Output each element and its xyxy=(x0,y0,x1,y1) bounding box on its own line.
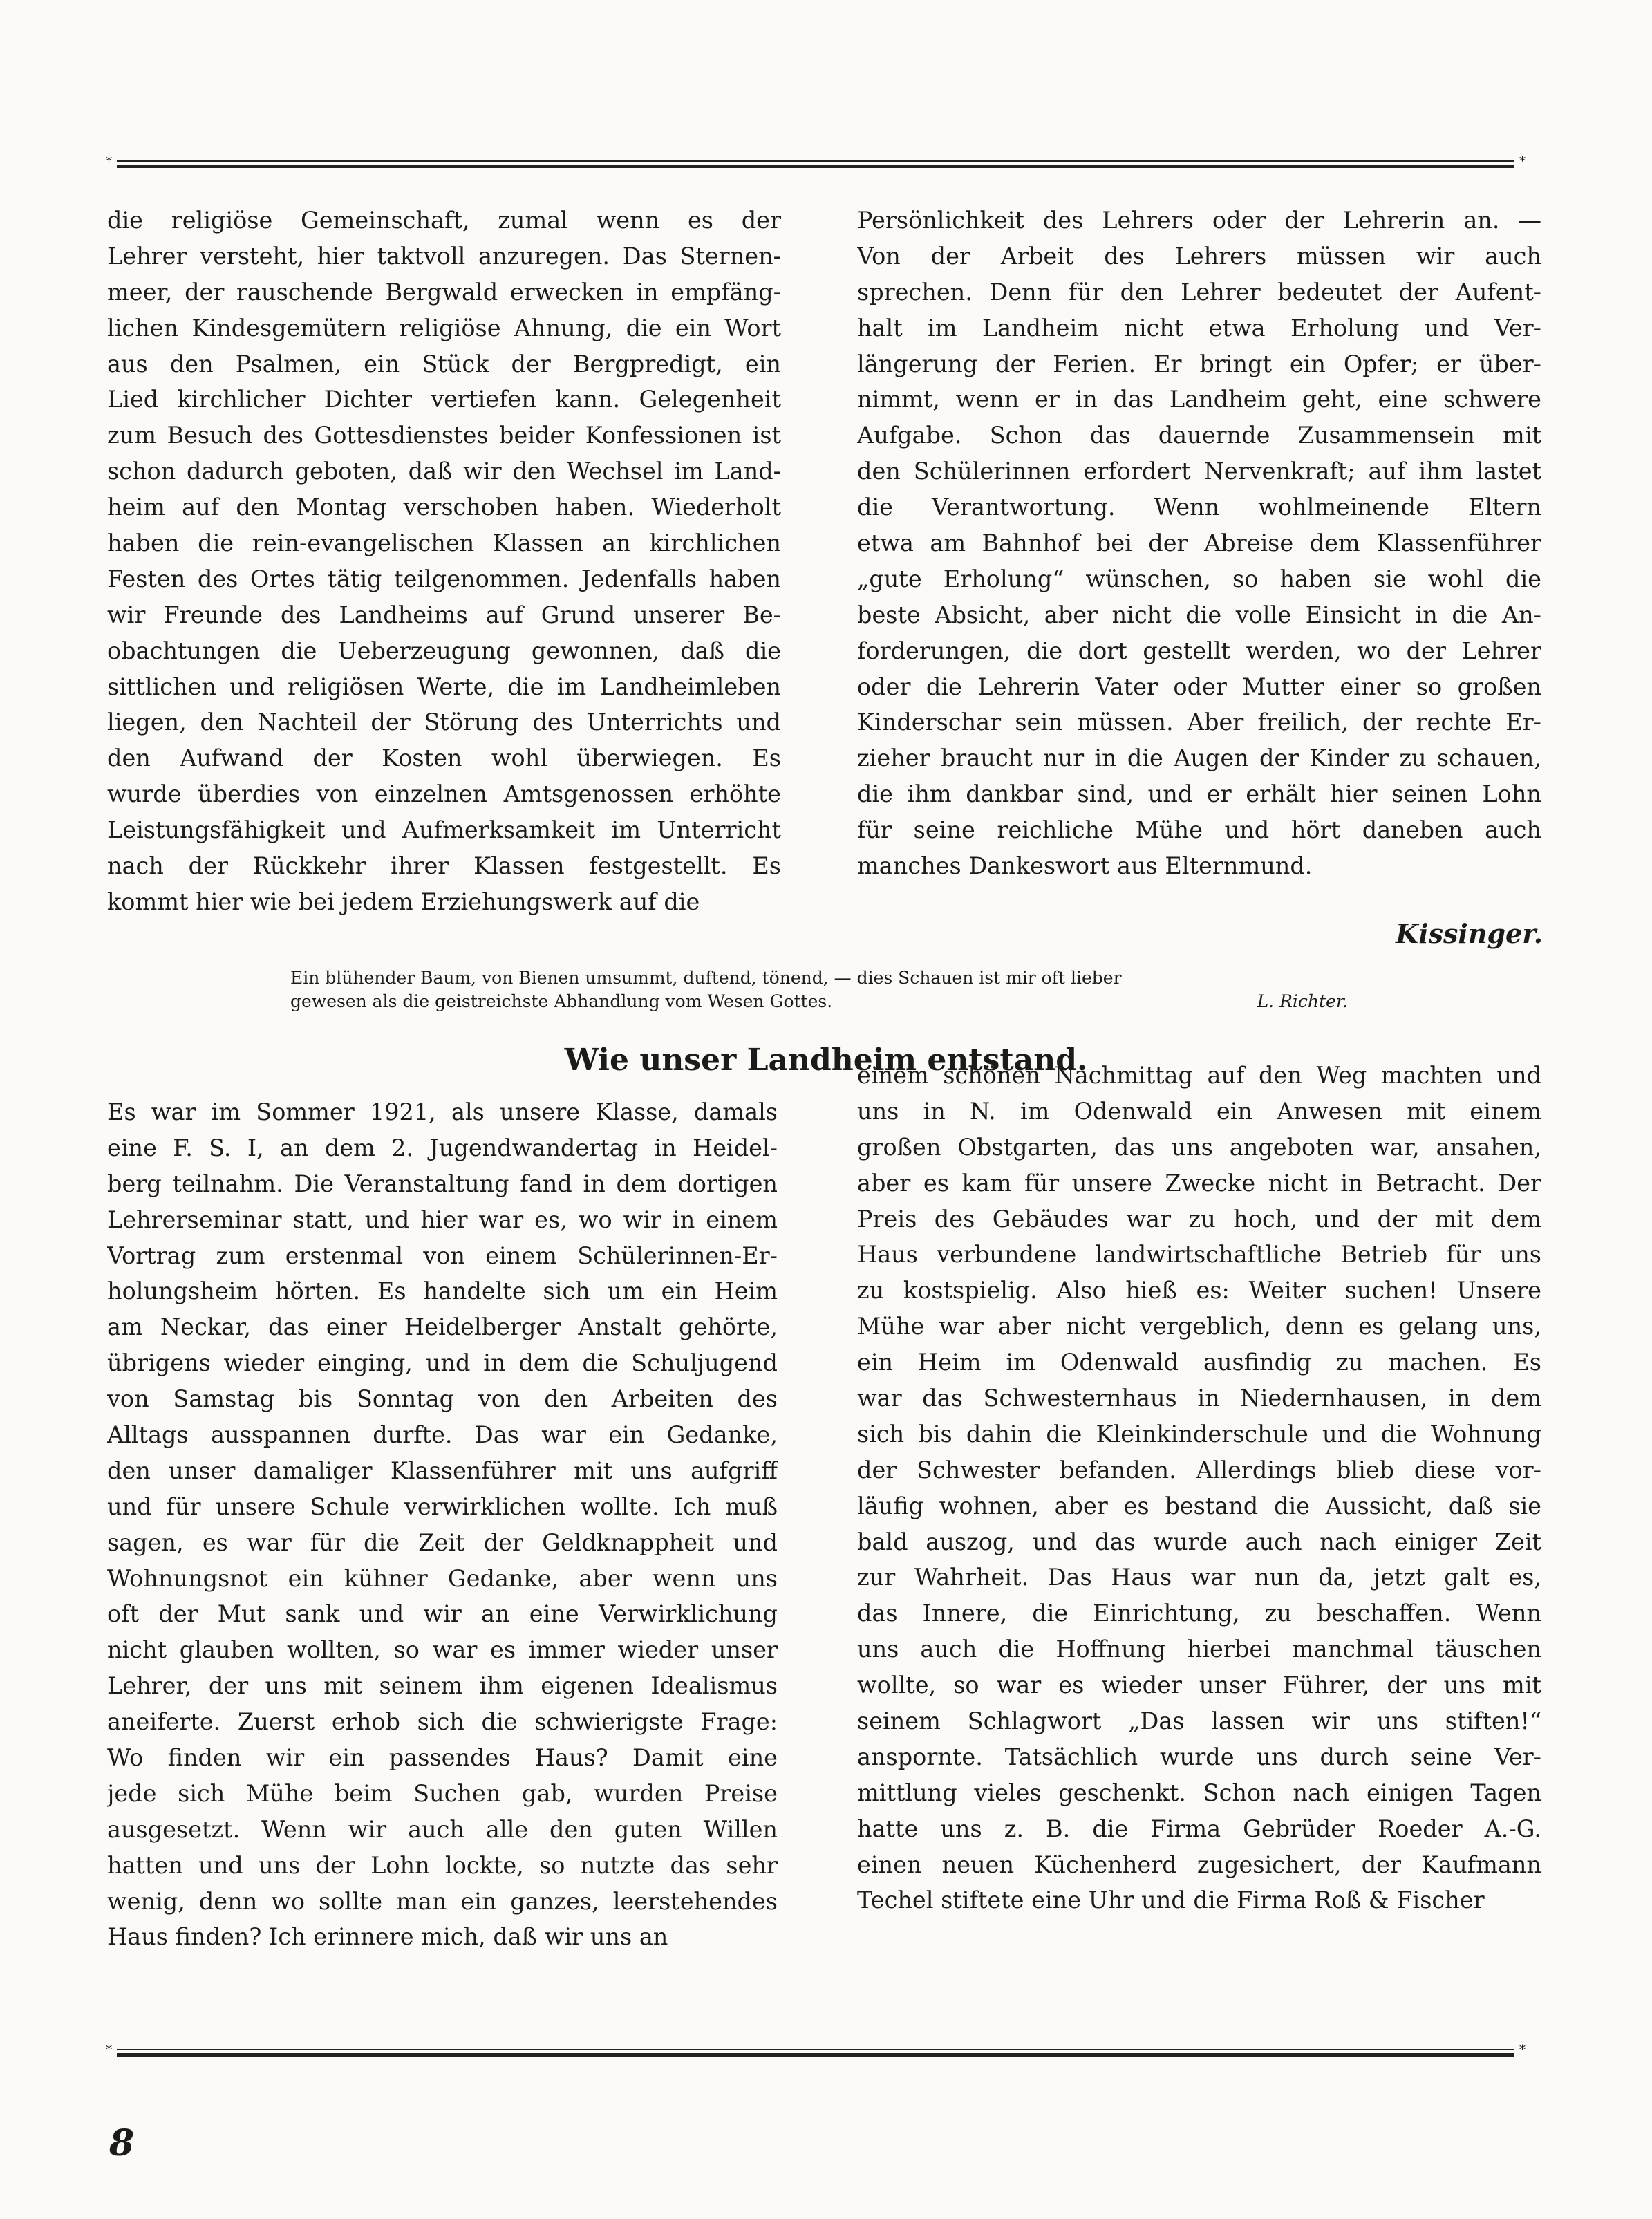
text-line: forderungen, die dort gestellt werden, wo der Lehrer xyxy=(857,637,1541,664)
ornament-star-icon: * xyxy=(106,2043,112,2057)
text-line: wir Freunde des Landheims auf Grund unserer Be- xyxy=(107,601,781,628)
text-line: eine F. S. I, an dem 2. Jugendwandertag in Heidel- xyxy=(107,1134,778,1161)
text-line: nimmt, wenn er in das Landheim geht, eine schwere xyxy=(857,386,1541,413)
text-line: läufig wohnen, aber es bestand die Aussicht, daß sie xyxy=(857,1492,1541,1519)
text-line: liegen, den Nachteil der Störung des Unterrichts und xyxy=(107,709,781,736)
text-line: zu kostspielig. Also hieß es: Weiter suchen! Unsere xyxy=(857,1277,1541,1304)
text-line: sprechen. Denn für den Lehrer bedeutet der Aufent- xyxy=(857,278,1541,306)
text-line: berg teilnahm. Die Veranstaltung fand in dem dortigen xyxy=(107,1170,778,1197)
text-line: den Schülerinnen erfordert Nervenkraft; auf ihm lastet xyxy=(857,458,1541,485)
text-line: Preis des Gebäudes war zu hoch, und der mit dem xyxy=(857,1205,1541,1233)
text-line: holungsheim hörten. Es handelte sich um ein Heim xyxy=(107,1277,778,1305)
text-line: Vortrag zum erstenmal von einem Schülerinnen-Er- xyxy=(107,1242,778,1269)
top-rule xyxy=(106,154,1526,169)
text-line: bald auszog, und das wurde auch nach einiger Zeit xyxy=(857,1528,1541,1555)
bottom-rule-thick-line xyxy=(117,2053,1514,2057)
text-line: ein Heim im Odenwald ausfindig zu machen. Es xyxy=(857,1349,1541,1376)
text-line: Haus verbundene landwirtschaftliche Betrieb für uns xyxy=(857,1241,1541,1268)
text-line: halt im Landheim nicht etwa Erholung und Ver- xyxy=(857,314,1541,341)
text-line: aber es kam für unsere Zwecke nicht in Betracht. Der xyxy=(857,1169,1541,1197)
text-line: wenig, denn wo sollte man ein ganzes, leerstehendes xyxy=(107,1887,778,1915)
text-line: und für unsere Schule verwirklichen wollte. Ich muß xyxy=(107,1492,778,1520)
ornament-star-icon: * xyxy=(1519,154,1526,169)
text-line: nach der Rückkehr ihrer Klassen festgestellt. Es xyxy=(107,852,781,880)
text-line: das Innere, die Einrichtung, zu beschaffen. Wenn xyxy=(857,1600,1541,1627)
text-line: haben die rein-evangelischen Klassen an kirchlichen xyxy=(107,530,781,557)
text-line: jede sich Mühe beim Suchen gab, wurden Preise xyxy=(107,1779,778,1807)
text-line: Techel stiftete eine Uhr und die Firma Roß & Fischer xyxy=(857,1886,1485,1914)
text-line: der Schwester befanden. Allerdings blieb diese vor- xyxy=(857,1456,1541,1483)
text-line: die ihm dankbar sind, und er erhält hier seinen Lohn xyxy=(857,780,1541,808)
bottom-rule-thin-line xyxy=(117,2049,1514,2050)
text-line: zum Besuch des Gottesdienstes beider Konfessionen ist xyxy=(107,422,781,449)
text-line: hatte uns z. B. die Firma Gebrüder Roeder A.-G. xyxy=(857,1815,1541,1842)
bottom-right-column xyxy=(857,1058,1541,1918)
ornament-star-icon: * xyxy=(106,154,112,169)
text-line: zur Wahrheit. Das Haus war nun da, jetzt galt es, xyxy=(857,1564,1541,1591)
text-line: Lehrer versteht, hier taktvoll anzuregen. Das Sternen- xyxy=(107,242,781,270)
text-line: Aufgabe. Schon das dauernde Zusammensein mit xyxy=(857,422,1541,449)
text-line: meer, der rauschende Bergwald erwecken in empfäng- xyxy=(107,278,781,306)
text-line: nicht glauben wollten, so war es immer wieder unser xyxy=(107,1636,778,1664)
text-line: sittlichen und religiösen Werte, die im Landheimleben xyxy=(107,673,781,700)
text-line: für seine reichliche Mühe und hört daneben auch xyxy=(857,816,1541,844)
page-number: 8 xyxy=(109,2122,135,2164)
text-line: Leistungsfähigkeit und Aufmerksamkeit im Unterricht xyxy=(107,816,781,844)
text-line: Wo finden wir ein passendes Haus? Damit eine xyxy=(107,1744,778,1772)
text-line: Persönlichkeit des Lehrers oder der Lehrerin an. — xyxy=(857,207,1541,234)
text-line: kommt hier wie bei jedem Erziehungswerk auf die xyxy=(107,888,700,915)
text-line: Lehrerseminar statt, und hier war es, wo wir in einem xyxy=(107,1206,778,1233)
text-line: längerung der Ferien. Er bringt ein Opfer; er über- xyxy=(857,350,1541,377)
text-line: Von der Arbeit des Lehrers müssen wir auch xyxy=(857,242,1541,270)
top-right-column xyxy=(857,203,1541,884)
text-line: manches Dankeswort aus Elternmund. xyxy=(857,852,1313,880)
author-signature: Kissinger. xyxy=(1396,918,1543,949)
quote-author: L. Richter. xyxy=(1257,991,1348,1011)
text-line: lichen Kindesgemütern religiöse Ahnung, die ein Wort xyxy=(107,314,781,341)
text-line: aneiferte. Zuerst erhob sich die schwierigste Frage: xyxy=(107,1708,778,1736)
text-line: mittlung vieles geschenkt. Schon nach einigen Tagen xyxy=(857,1779,1541,1806)
text-line: wollte, so war es wieder unser Führer, der uns mit xyxy=(857,1672,1541,1699)
text-line: Es war im Sommer 1921, als unsere Klasse, damals xyxy=(107,1098,778,1125)
quote-line: Ein blühender Baum, von Bienen umsummt, duftend, tönend, — dies Schauen ist mir oft lieber xyxy=(290,968,1122,988)
text-line: etwa am Bahnhof bei der Abreise dem Klassenführer xyxy=(857,530,1541,557)
text-line: zieher braucht nur in die Augen der Kinder zu schauen, xyxy=(857,745,1541,772)
text-line: war das Schwesternhaus in Niedernhausen, in dem xyxy=(857,1385,1541,1412)
article-heading: Wie unser Landheim entstand. xyxy=(564,1042,1088,1078)
text-line: beste Absicht, aber nicht die volle Einsicht in die An- xyxy=(857,601,1541,628)
quote-line: gewesen als die geistreichste Abhandlung vom Wesen Gottes. xyxy=(290,991,833,1011)
top-rule-thin-line xyxy=(117,160,1514,162)
text-line: hatten und uns der Lohn lockte, so nutzte das sehr xyxy=(107,1851,778,1879)
text-line: Alltags ausspannen durfte. Das war ein Gedanke, xyxy=(107,1421,778,1449)
text-line: heim auf den Montag verschoben haben. Wiederholt xyxy=(107,494,781,521)
text-line: großen Obstgarten, das uns angeboten war, ansahen, xyxy=(857,1133,1541,1161)
ornament-star-icon: * xyxy=(1519,2043,1526,2057)
text-line: obachtungen die Ueberzeugung gewonnen, daß die xyxy=(107,637,781,664)
bottom-rule xyxy=(106,2043,1526,2057)
text-line: am Neckar, das einer Heidelberger Anstalt gehörte, xyxy=(107,1313,778,1341)
text-line: „gute Erholung“ wünschen, so haben sie wohl die xyxy=(857,565,1541,592)
text-line: die religiöse Gemeinschaft, zumal wenn es der xyxy=(107,207,781,234)
text-line: den Aufwand der Kosten wohl überwiegen. Es xyxy=(107,745,781,772)
text-line: Festen des Ortes tätig teilgenommen. Jedenfalls haben xyxy=(107,565,781,592)
text-line: einem schönen Nachmittag auf den Weg machten und xyxy=(857,1062,1541,1089)
top-rule-thick-line xyxy=(117,165,1514,168)
text-line: wurde überdies von einzelnen Amtsgenossen erhöhte xyxy=(107,780,781,808)
text-line: einen neuen Küchenherd zugesichert, der Kaufmann xyxy=(857,1851,1541,1878)
text-line: ausgesetzt. Wenn wir auch alle den guten Willen xyxy=(107,1815,778,1843)
text-line: Lied kirchlicher Dichter vertiefen kann. Gelegenheit xyxy=(107,386,781,413)
text-line: aus den Psalmen, ein Stück der Bergpredigt, ein xyxy=(107,350,781,377)
text-line: oder die Lehrerin Vater oder Mutter einer so großen xyxy=(857,673,1541,700)
text-line: Wohnungsnot ein kühner Gedanke, aber wenn uns xyxy=(107,1564,778,1592)
quote-block xyxy=(290,966,1348,1013)
text-line: Lehrer, der uns mit seinem ihm eigenen Idealismus xyxy=(107,1672,778,1700)
text-line: Kinderschar sein müssen. Aber freilich, der rechte Er- xyxy=(857,709,1541,736)
bottom-left-column xyxy=(107,1094,778,1955)
text-line: die Verantwortung. Wenn wohlmeinende Eltern xyxy=(857,494,1541,521)
text-line: uns in N. im Odenwald ein Anwesen mit einem xyxy=(857,1097,1541,1125)
text-line: übrigens wieder einging, und in dem die Schuljugend xyxy=(107,1349,778,1377)
text-line: uns auch die Hoffnung hierbei manchmal täuschen xyxy=(857,1636,1541,1663)
text-line: seinem Schlagwort „Das lassen wir uns stiften!“ xyxy=(857,1707,1541,1735)
text-line: Haus finden? Ich erinnere mich, daß wir uns an xyxy=(107,1923,668,1951)
text-line: oft der Mut sank und wir an eine Verwirklichung xyxy=(107,1600,778,1628)
text-line: schon dadurch geboten, daß wir den Wechsel im Land- xyxy=(107,458,781,485)
text-line: von Samstag bis Sonntag von den Arbeiten des xyxy=(107,1385,778,1413)
top-left-column xyxy=(107,203,781,920)
text-line: sich bis dahin die Kleinkinderschule und die Wohnung xyxy=(857,1420,1541,1448)
text-line: Mühe war aber nicht vergeblich, denn es gelang uns, xyxy=(857,1313,1541,1340)
text-line: sagen, es war für die Zeit der Geldknappheit und xyxy=(107,1528,778,1556)
text-line: den unser damaliger Klassenführer mit uns aufgriff xyxy=(107,1457,778,1484)
text-line: anspornte. Tatsächlich wurde uns durch seine Ver- xyxy=(857,1743,1541,1770)
